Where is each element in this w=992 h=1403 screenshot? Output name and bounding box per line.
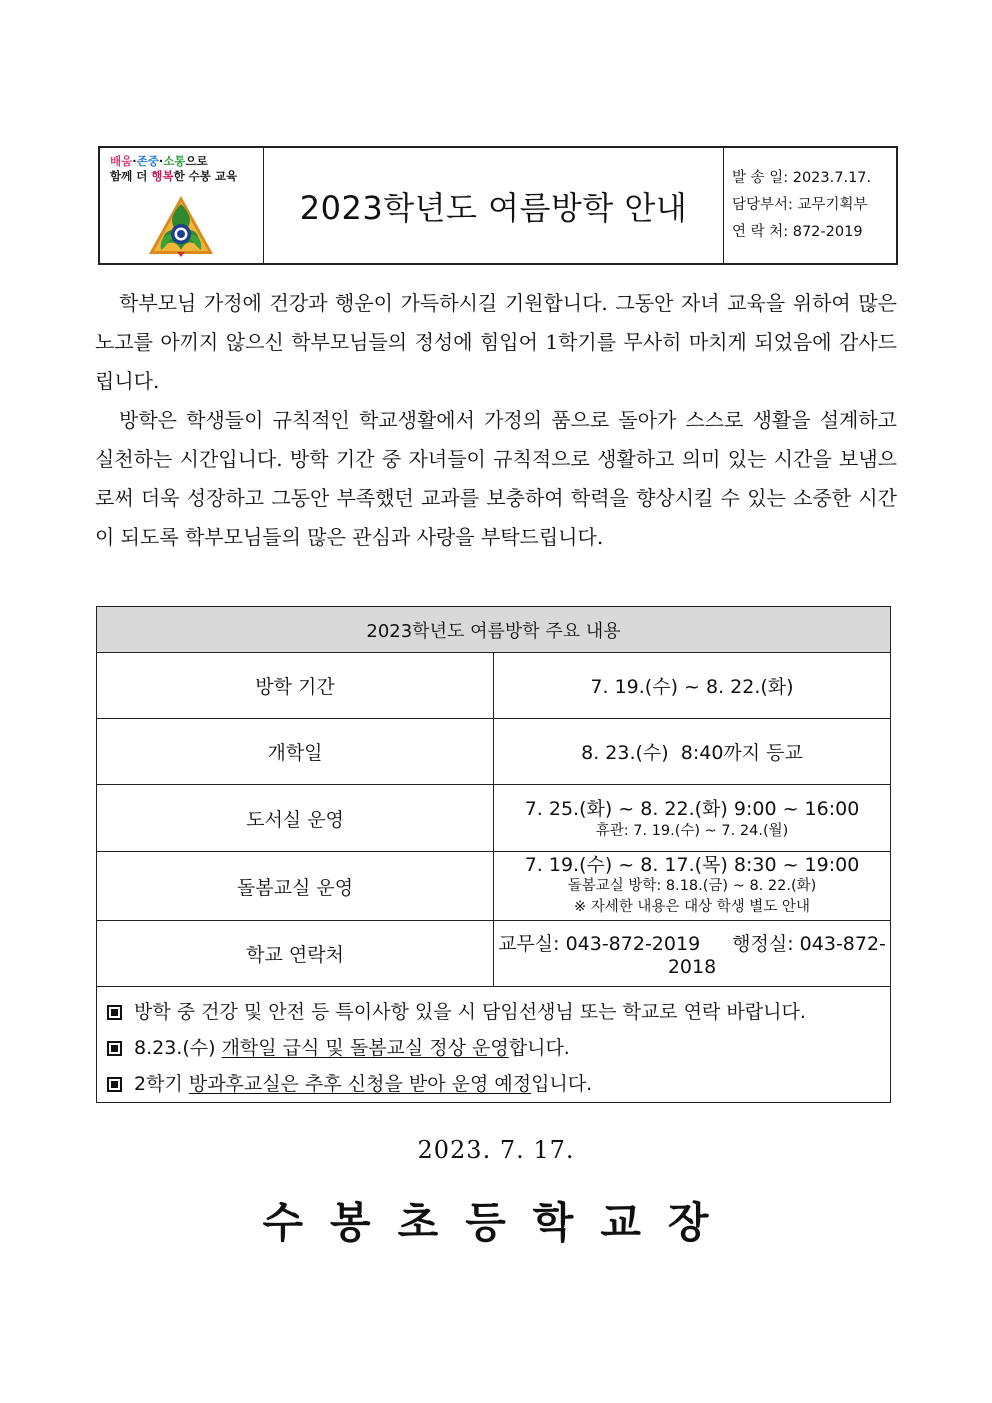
filled-square-bullet-icon [107, 1077, 122, 1092]
school-opening-value: 8. 23.(수) 8:40까지 등교 [581, 742, 803, 764]
notice-text [134, 1066, 592, 1102]
table-row [97, 653, 891, 719]
principal-signature: 수봉초등학교장 [262, 1198, 736, 1247]
care-class-detail-note: ※ 자세한 내용은 대상 학생 별도 안내 [574, 899, 810, 915]
slogan-word: 으로 [185, 154, 208, 168]
table-caption: 2023학년도 여름방학 주요 내용 [97, 607, 891, 653]
slogan-word: 배움 [110, 154, 133, 168]
notice-text: 방학 중 건강 및 안전 등 특이사항 있을 시 담임선생님 또는 학교로 연락 바랍니다. [134, 1001, 806, 1023]
title-cell [264, 148, 724, 263]
table-row [97, 785, 891, 852]
row-value-care-class [494, 852, 891, 921]
row-label-care-class: 돌봄교실 운영 [97, 852, 494, 921]
list-item [107, 994, 890, 1030]
greeting-paragraph: 학부모님 가정에 건강과 행운이 가득하시길 기원합니다. 그동안 자녀 교육을 위하여 많은 노고를 아끼지 않으신 학부모님들의 정성에 힘입어 1학기를 무사히 마치게 되었음에 감사드립니다. [95, 291, 897, 393]
table-row [97, 719, 891, 785]
slogan-word: 소통 [163, 154, 186, 168]
filled-square-bullet-icon [107, 1041, 122, 1056]
row-label-vacation-period: 방학 기간 [97, 653, 494, 719]
send-date-value: 2023.7.17. [792, 170, 872, 186]
notice-suffix: 합니다. [508, 1037, 570, 1059]
notice-prefix: 2학기 [134, 1073, 189, 1095]
slogan-dot: · [132, 154, 137, 168]
issue-info-cell [724, 148, 896, 263]
table-caption-row [97, 607, 891, 653]
send-date-row [732, 165, 896, 192]
document-header [98, 146, 898, 265]
school-slogan [110, 154, 237, 184]
issue-date: 2023. 7. 17. [417, 1136, 575, 1164]
contact-value: 872-2019 [792, 224, 863, 240]
care-class-hours: 7. 19.(수) ~ 8. 17.(목) 8:30 ~ 19:00 [524, 854, 860, 876]
slogan-word: 행복 [151, 169, 174, 183]
notice-emphasis: 방과후교실은 추후 신청을 받아 운영 예정 [188, 1073, 532, 1095]
contact-label: 연 락 처: [732, 224, 789, 240]
academic-office-phone: 교무실: 043-872-2019 [498, 933, 701, 955]
admin-office-phone: 행정실: 043-872-2018 [667, 933, 886, 978]
table-row [97, 852, 891, 921]
table-row [97, 921, 891, 987]
row-value-school-opening [494, 719, 891, 785]
school-emblem-icon [147, 194, 215, 260]
notice-emphasis: 개학일 급식 및 돌봄교실 정상 운영 [221, 1037, 509, 1059]
slogan-word: 존중 [136, 154, 159, 168]
slogan-line-1 [110, 154, 237, 169]
row-value-vacation-period: 7. 19.(수) ~ 8. 22.(화) [494, 653, 891, 719]
notice-suffix: 입니다. [531, 1073, 593, 1095]
department-label: 담당부서: [732, 197, 793, 213]
row-label-school-opening: 개학일 [97, 719, 494, 785]
library-closed-note: 휴관: 7. 19.(수) ~ 7. 24.(월) [595, 823, 789, 839]
row-value-school-contact [494, 921, 891, 987]
slogan-word: 함께 더 [110, 169, 152, 183]
vacation-purpose-paragraph: 방학은 학생들이 규칙적인 학교생활에서 가정의 품으로 돌아가 스스로 생활을 설계하고 실천하는 시간입니다. 방학 기간 중 자녀들이 규칙적으로 생활하고 의미 있는 시간을 보냄으로써 더욱 성장하고 그동안 부족했던 교과를 보충하여 학력을 향상시킬 수 있는 소중한 시간이 되도록 학부모님들의 많은 관심과 사랑을 부탁드립니다. [95, 408, 897, 549]
filled-square-bullet-icon [107, 1005, 122, 1020]
school-logo-cell [100, 148, 264, 263]
vacation-schedule-table [96, 606, 891, 987]
slogan-word: 한 수봉 교육 [173, 169, 238, 183]
contact-row [732, 219, 896, 246]
page-title: 2023학년도 여름방학 안내 [299, 188, 688, 227]
row-value-library [494, 785, 891, 852]
notice-text [134, 1030, 570, 1066]
department-value: 교무기획부 [797, 197, 868, 213]
slogan-line-2 [110, 169, 237, 184]
send-date-label: 발 송 일: [732, 170, 789, 186]
list-item [107, 1066, 890, 1102]
library-hours: 7. 25.(화) ~ 8. 22.(화) 9:00 ~ 16:00 [524, 798, 860, 820]
care-class-break-note: 돌봄교실 방학: 8.18.(금) ~ 8. 22.(화) [567, 878, 817, 894]
row-label-library: 도서실 운영 [97, 785, 494, 852]
department-row [732, 192, 896, 219]
list-item [107, 1030, 890, 1066]
slogan-dot: · [158, 154, 164, 168]
row-label-school-contact: 학교 연락처 [97, 921, 494, 987]
notice-list [96, 986, 891, 1103]
notice-prefix: 8.23.(수) [134, 1037, 222, 1059]
